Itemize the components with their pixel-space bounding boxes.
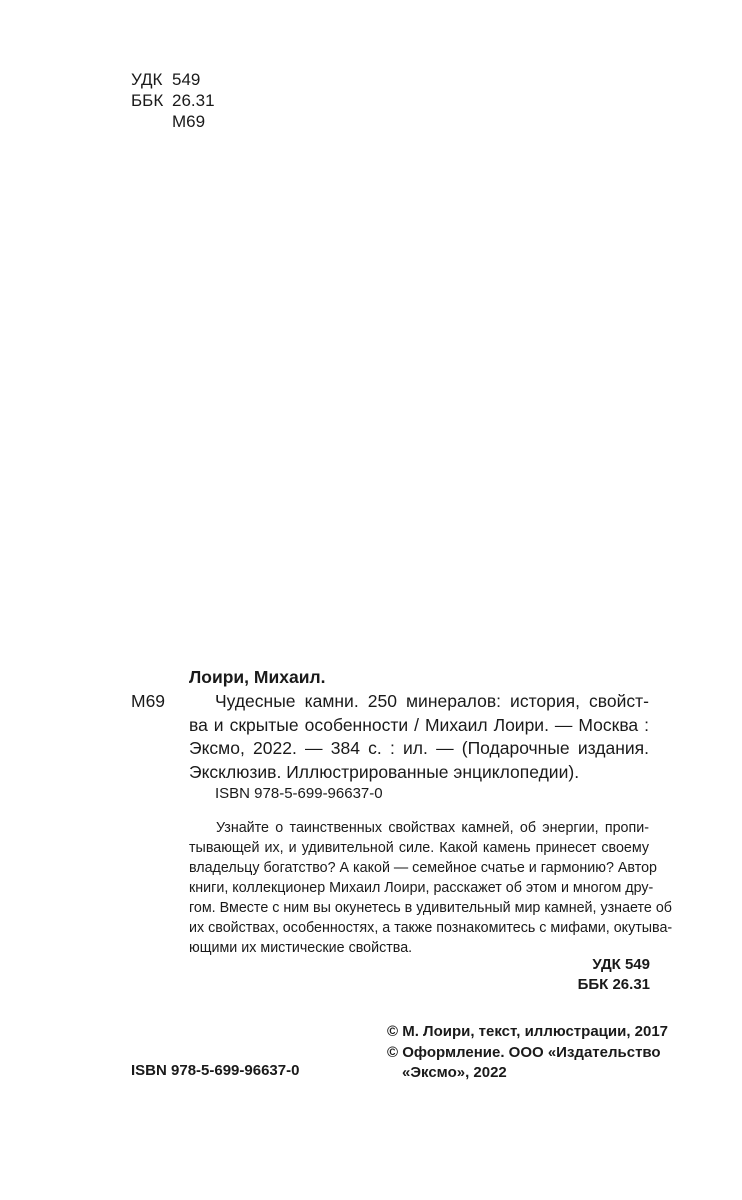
catalog-classification-codes — [570, 955, 650, 995]
bibliographic-description — [189, 690, 649, 785]
bbk-value: 26.31 — [172, 91, 215, 110]
copyright-block — [387, 1022, 668, 1084]
annotation-line: ющими их мистические свойства. — [189, 940, 413, 956]
description-line: ва и скрытые особенности / Михаил Лоири. — Москва : — [189, 714, 649, 735]
bbk-label: ББК — [131, 91, 164, 110]
udk-value: 549 — [172, 70, 201, 89]
udk-label: УДК — [131, 70, 163, 89]
copyright-line: «Эксмо», 2022 — [402, 1064, 507, 1081]
description-line: Эксклюзив. Иллюстрированные энциклопедии). — [189, 762, 580, 783]
catalog-author-mark: М69 — [131, 691, 166, 711]
udk-row — [131, 69, 215, 90]
author-heading: Лоири, Михаил. — [189, 667, 326, 687]
annotation-line: Узнайте о таинственных свойствах камней, об энергии, пропи- — [216, 820, 649, 836]
copyright-line: © М. Лоири, текст, иллюстрации, 2017 — [387, 1023, 669, 1040]
annotation — [189, 818, 673, 958]
author-mark: М69 — [172, 112, 206, 131]
catalog-udk: УДК 549 — [592, 956, 650, 973]
annotation-line: владельцу богатство? А какой — семейное счатье и гармонию? Автор — [189, 860, 657, 876]
bbk-row — [131, 90, 215, 111]
author-mark-row — [131, 111, 215, 132]
top-classification-codes — [131, 69, 215, 132]
catalog-bbk: ББК 26.31 — [577, 976, 650, 993]
footer-isbn: ISBN 978-5-699-96637-0 — [131, 1062, 300, 1079]
annotation-line: их свойствах, особенностях, а также познакомитесь с мифами, окутыва- — [189, 920, 673, 936]
copyright-line: © Оформление. ООО «Издательство — [387, 1043, 661, 1061]
description-line: Эксмо, 2022. — 384 с. : ил. — (Подарочные издания. — [189, 738, 649, 759]
annotation-line: тывающей их, и удивительной силе. Какой камень принесет своему — [189, 840, 649, 856]
annotation-line: книги, коллекционер Михаил Лоири, расскажет об этом и многом дру- — [189, 880, 654, 896]
annotation-line: гом. Вместе с ним вы окунетесь в удивительный мир камней, узнаете об — [189, 900, 672, 916]
description-line: Чудесные камни. 250 минералов: история, свойст- — [215, 691, 649, 711]
catalog-isbn: ISBN 978-5-699-96637-0 — [215, 785, 383, 802]
